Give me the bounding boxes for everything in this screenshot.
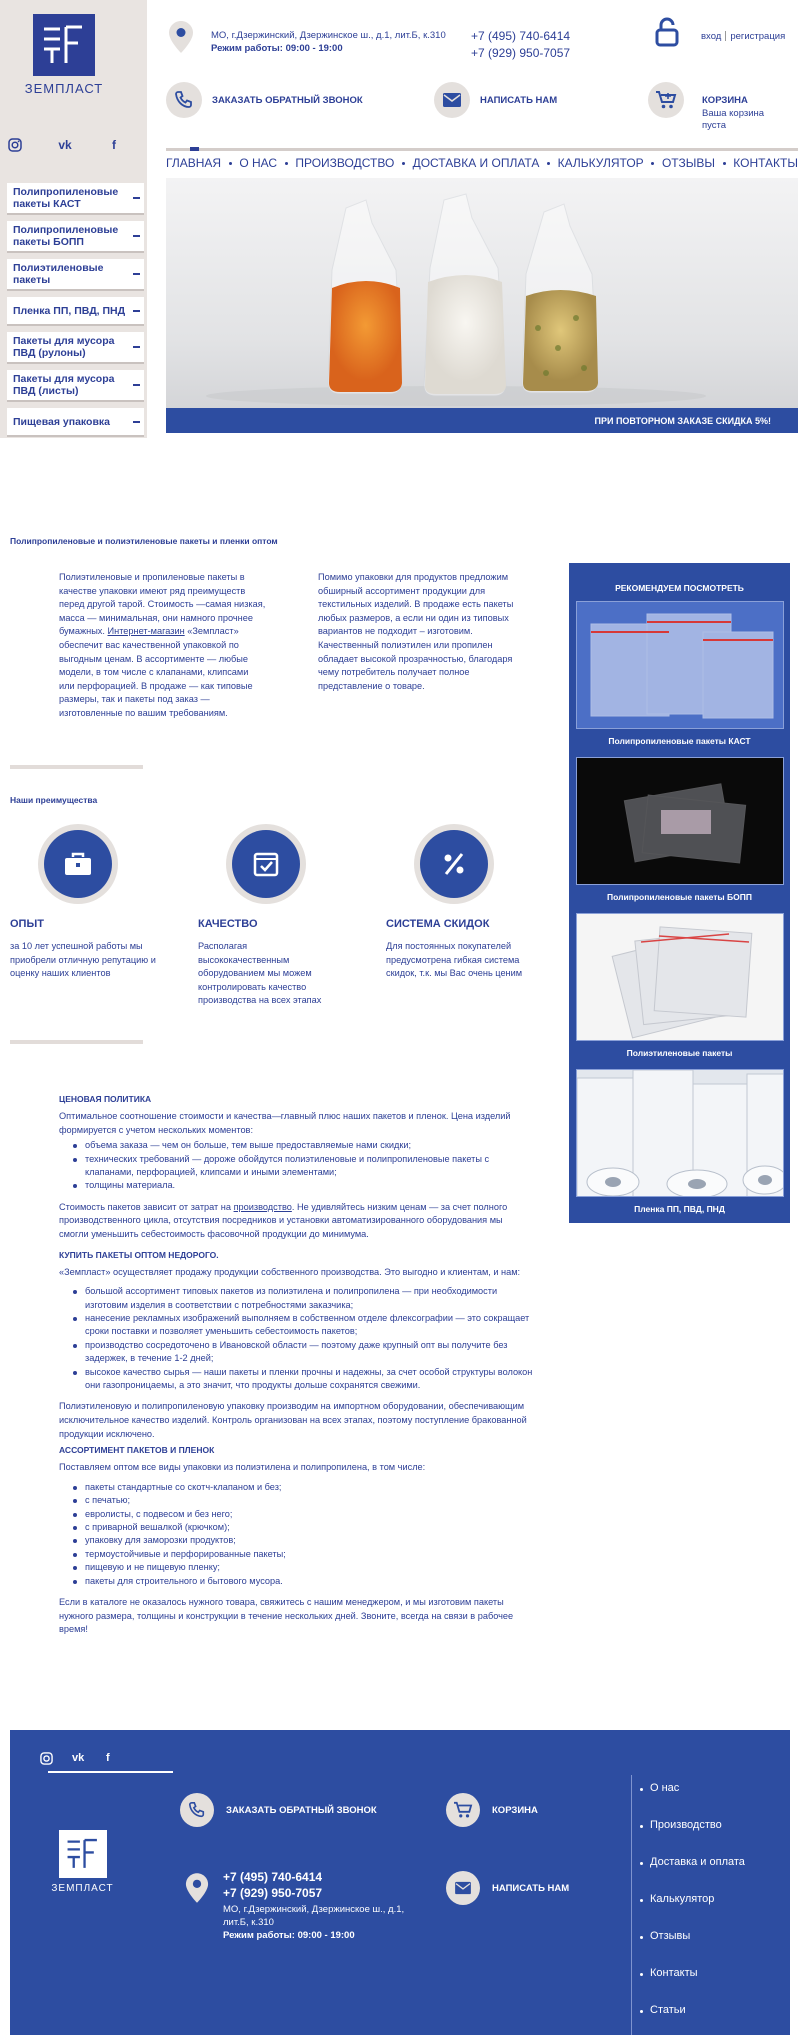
price-policy-text: Оптимальное соотношение стоимости и качества—главный плюс наших пакетов и пленок. Цена изделий формируется с учетом нескольких моментов: [59, 1111, 511, 1135]
advantage-text-discounts: Для постоянных покупателей предусмотрена гибкая система скидок, т.к. мы Вас очень ценим [386, 941, 523, 979]
section-title: Полипропиленовые и полиэтиленовые пакеты и пленки оптом [10, 536, 278, 546]
phone-icon [180, 1793, 214, 1827]
vk-icon[interactable]: vk [72, 1752, 85, 1764]
catalog-item-garbage-rolls[interactable]: Пакеты для мусора ПВД (рулоны) [7, 332, 144, 364]
online-store-link[interactable]: Интернет-магазин [107, 626, 185, 637]
list-item: толщины материала. [85, 1179, 533, 1192]
recommend-caption-pe[interactable]: Полиэтиленовые пакеты [626, 1048, 733, 1058]
advantage-title-experience: ОПЫТ [10, 918, 44, 930]
write-us-button[interactable]: НАПИСАТЬ НАМ [434, 82, 557, 118]
footer-callback-button[interactable]: ЗАКАЗАТЬ ОБРАТНЫЙ ЗВОНОК [180, 1793, 377, 1827]
cart-icon [648, 82, 684, 118]
dash-icon [133, 310, 140, 312]
list-item: евролисты, с подвесом и без него; [85, 1508, 533, 1521]
production-link[interactable]: производство [233, 1201, 292, 1212]
footer-menu-divider [631, 1775, 632, 2035]
nav-item-home[interactable]: ГЛАВНАЯ [166, 156, 222, 170]
instagram-icon[interactable] [40, 1752, 53, 1765]
footer-cart-button[interactable]: КОРЗИНА [446, 1793, 538, 1827]
list-item: производство сосредоточено в Ивановской области — поэтому даже крупный опт вы получите без задержек, в течение 1-2 дней; [85, 1339, 533, 1366]
envelope-icon [446, 1871, 480, 1905]
footer-hours: Режим работы: 09:00 - 19:00 [223, 1930, 355, 1941]
cart-button[interactable] [648, 82, 694, 118]
lock-icon[interactable] [655, 17, 679, 47]
footer-menu-articles[interactable]: Статьи [650, 2004, 686, 2016]
briefcase-icon [63, 851, 93, 877]
promo-strip: ПРИ ПОВТОРНОМ ЗАКАЗЕ СКИДКА 5%! [166, 408, 798, 433]
recommend-title: РЕКОМЕНДУЕМ ПОСМОТРЕТЬ [615, 583, 744, 593]
footer-menu-production[interactable]: Производство [650, 1819, 722, 1831]
assortment-heading: АССОРТИМЕНТ ПАКЕТОВ И ПЛЕНОК [59, 1445, 215, 1456]
cart-icon [446, 1793, 480, 1827]
advantage-title-quality: КАЧЕСТВО [198, 918, 258, 930]
list-item: высокое качество сырья — наши пакеты и пленки прочны и надежны, за счет особой структуры волокон они газопроницаемы, а это значит, что продукты дольше сохранятся свежими. [85, 1366, 533, 1393]
footer-menu-delivery[interactable]: Доставка и оплата [650, 1856, 745, 1868]
dash-icon [133, 346, 140, 348]
list-item: пищевую и не пищевую пленку; [85, 1561, 533, 1574]
dash-icon [133, 421, 140, 423]
hero-banner-image [166, 178, 798, 408]
nav-divider [166, 148, 798, 151]
recommend-caption-bopp[interactable]: Полипропиленовые пакеты БОПП [607, 892, 752, 902]
dash-icon [133, 197, 140, 199]
footer-phone-1[interactable]: +7 (495) 740-6414 [223, 1870, 323, 1884]
divider [10, 765, 143, 769]
list-item: с печатью; [85, 1494, 533, 1507]
catalog-item-food[interactable]: Пищевая упаковка [7, 408, 144, 437]
auth-links [701, 31, 785, 42]
recommend-image-kast[interactable] [576, 601, 784, 729]
list-item: технических требований — дороже обойдутся полиэтиленовые и полипропиленовые пакеты с клапанами, перфорацией, клипсами и иными элементами; [85, 1153, 533, 1180]
price-factors-list [59, 1139, 533, 1193]
advantage-text-experience: за 10 лет успешной работы мы приобрели отличную репутацию и оценку наших клиентов [10, 941, 156, 979]
advantage-title-discounts: СИСТЕМА СКИДОК [386, 918, 490, 930]
footer-phone-2[interactable]: +7 (929) 950-7057 [223, 1886, 323, 1900]
list-item: с приварной вешалкой (крючком); [85, 1521, 533, 1534]
footer-write-button[interactable]: НАПИСАТЬ НАМ [446, 1871, 569, 1905]
assortment-list [59, 1481, 533, 1588]
location-pin-icon [185, 1870, 209, 1906]
list-item: большой ассортимент типовых пакетов из полиэтилена и полипропилена — при необходимости изготовим изделия в соответствии с потребностями заказчика; [85, 1285, 533, 1312]
percent-icon [440, 850, 468, 878]
benefits-list [59, 1285, 533, 1392]
footer-menu-reviews[interactable]: Отзывы [650, 1930, 691, 1942]
vk-icon[interactable]: vk [58, 138, 72, 152]
footer-address: МО, г.Дзержинский, Дзержинское ш., д.1, лит.Б, к.310 [223, 1904, 405, 1928]
assortment-text: Поставляем оптом все виды упаковки из полиэтилена и полипропилена, в том числе: [59, 1462, 426, 1473]
list-item: упаковку для заморозки продуктов; [85, 1534, 533, 1547]
advantage-text-quality: Располагая высококачественным оборудованием мы можем контролировать качество производства на всех этапах [198, 941, 322, 1006]
nav-item-production[interactable]: ПРОИЗВОДСТВО [295, 156, 395, 170]
phone-icon [166, 82, 202, 118]
site-logo[interactable] [14, 14, 114, 106]
advantage-icon-discounts [414, 824, 494, 904]
header-hours: Режим работы: 09:00 - 19:00 [211, 43, 343, 54]
nav-item-delivery[interactable]: ДОСТАВКА И ОПЛАТА [412, 156, 540, 170]
list-item: пакеты стандартные со скотч-клапаном и без; [85, 1481, 533, 1494]
divider [10, 1040, 143, 1044]
article [59, 1094, 533, 1637]
cart-title[interactable]: КОРЗИНА [702, 95, 748, 106]
intro-column-2: Помимо упаковки для продуктов предложим обширный ассортимент продукции для текстильных изделий. В продаже есть пакеты любых размеров, а если ни один из типовых вариантов не подходит – изготовим. Качественный полиэтилен или пропилен обладает высокой прозрачностью, благодаря чему потребитель получает полное представление о товаре. [318, 572, 514, 691]
logo-mark-icon [33, 14, 95, 76]
cart-status: Ваша корзина пуста [702, 108, 765, 131]
buy-wholesale-heading: КУПИТЬ ПАКЕТЫ ОПТОМ НЕДОРОГО. [59, 1249, 219, 1260]
envelope-icon [434, 82, 470, 118]
footer-menu-calculator[interactable]: Калькулятор [650, 1893, 715, 1905]
callback-button[interactable]: ЗАКАЗАТЬ ОБРАТНЫЙ ЗВОНОК [166, 82, 363, 118]
recommend-caption-film[interactable]: Пленка ПП, ПВД, ПНД [634, 1204, 725, 1214]
buy-wholesale-text: «Земпласт» осуществляет продажу продукции собственного производства. Это выгодно и клиентам, и нам: [59, 1266, 521, 1277]
nav-item-reviews[interactable]: ОТЗЫВЫ [661, 156, 715, 170]
facebook-icon[interactable]: f [106, 1752, 110, 1764]
nav-item-about[interactable]: О НАС [239, 156, 278, 170]
footer-logo-text: ЗЕМПЛАСТ [51, 1883, 114, 1894]
main-nav [166, 156, 798, 170]
nav-divider-marker [190, 147, 199, 151]
facebook-icon[interactable]: f [112, 138, 116, 152]
header-address: МО, г.Дзержинский, Дзержинское ш., д.1, лит.Б, к.310 [211, 30, 446, 41]
catalog-item-bopp[interactable]: Полипропиленовые пакеты БОПП [7, 221, 144, 253]
price-policy-heading: ЦЕНОВАЯ ПОЛИТИКА [59, 1094, 152, 1104]
nav-item-contacts[interactable]: КОНТАКТЫ [733, 156, 798, 170]
header-phone-2[interactable]: +7 (929) 950-7057 [471, 46, 571, 60]
dash-icon [133, 384, 140, 386]
catalog-item-pe[interactable]: Полиэтиленовые пакеты [7, 259, 144, 291]
catalog-menu [7, 183, 144, 443]
nav-item-calculator[interactable]: КАЛЬКУЛЯТОР [557, 156, 644, 170]
recommend-caption-kast[interactable]: Полипропиленовые пакеты КАСТ [608, 736, 751, 746]
recommend-image-bopp[interactable] [576, 757, 784, 885]
footer-logo[interactable] [45, 1830, 120, 1902]
register-link[interactable]: регистрация [730, 31, 786, 42]
dash-icon [133, 235, 140, 237]
dash-icon [133, 273, 140, 275]
location-pin-icon [168, 20, 194, 54]
advantages-title: Наши преимущества [10, 795, 98, 805]
list-item: нанесение рекламных изображений выполняем в собственном отделе флексографии — это сокращает сроки поставки и позволяет уменьшить себестоимость пакетов; [85, 1312, 533, 1339]
cost-text: Стоимость пакетов зависит от затрат на производство. Не удивляйтесь низким ценам — за счет полного производственного цикла, отсутствия посредников и установки автоматизированного оборудования мы смогли уменьшить себестоимость фасовочной продукции до минимума. [59, 1201, 508, 1239]
footer [10, 1730, 790, 2035]
final-text: Если в каталоге не оказалось нужного товара, свяжитесь с нашим менеджером, и мы изготовим пакеты нужного размера, толщины и конструкции в течение нескольких дней. Звоните, всегда на связи в рабочее время! [59, 1597, 514, 1635]
footer-social-line [48, 1771, 173, 1773]
catalog-item-garbage-sheets[interactable]: Пакеты для мусора ПВД (листы) [7, 370, 144, 402]
check-square-icon [252, 850, 280, 878]
recommend-image-pe[interactable] [576, 913, 784, 1041]
intro-column-1: Полиэтиленовые и пропиленовые пакеты в качестве упаковки имеют ряд преимуществ перед другой тарой. Стоимость —самая низкая, масса — минимальная, они намного прочнее бумажных. Интернет-магазин «Земпласт» обеспечит вас качественной упаковкой по выгодным ценам. В ассортименте — любые модели, в том числе с клапанами, клипсами или перфорацией. В продаже — как типовые размеры, так и пакеты под заказ — изготовленные по вашим требованиям. [59, 572, 266, 718]
header-phone-1[interactable]: +7 (495) 740-6414 [471, 29, 571, 43]
advantage-icon-quality [226, 824, 306, 904]
logo-mark-icon [59, 1830, 107, 1878]
instagram-icon[interactable] [8, 138, 24, 154]
catalog-item-kast[interactable]: Полипропиленовые пакеты КАСТ [7, 183, 144, 215]
footer-menu-about[interactable]: О нас [650, 1782, 680, 1794]
footer-menu-contacts[interactable]: Контакты [650, 1967, 698, 1979]
logo-text: ЗЕМПЛАСТ [24, 81, 104, 96]
catalog-item-film[interactable]: Пленка ПП, ПВД, ПНД [7, 297, 144, 326]
login-link[interactable]: вход [701, 31, 722, 42]
recommend-image-film[interactable] [576, 1069, 784, 1197]
list-item: термоустойчивые и перфорированные пакеты; [85, 1548, 533, 1561]
list-item: пакеты для строительного и бытового мусора. [85, 1575, 533, 1588]
quality-text: Полиэтиленовую и полипропиленовую упаковку производим на импортном оборудовании, обеспечивающим исключительное качество изделий. Контроль организован на всех этапах, поэтому поступление бракованной продукции исключено. [59, 1401, 527, 1439]
advantage-icon-experience [38, 824, 118, 904]
list-item: объема заказа — чем он больше, тем выше предоставляемые нами скидки; [85, 1139, 533, 1152]
